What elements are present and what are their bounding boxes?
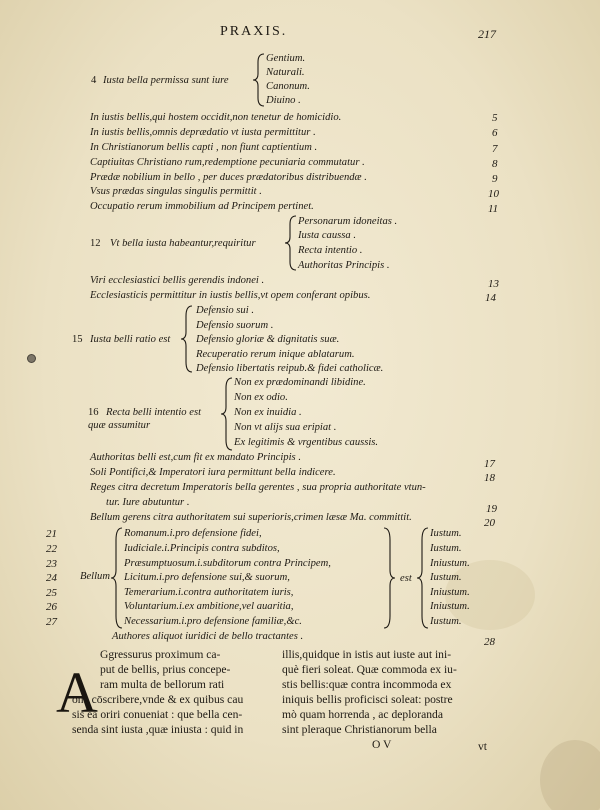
body-line: sis ea oriri conueniat : que bella cen- [72,708,243,721]
line-number: 17 [484,458,495,470]
bellum-result: Iniustum. [430,601,470,612]
running-title: PRAXIS. [220,24,288,39]
brace-section15 [180,304,194,374]
section-number: 16 [88,407,99,418]
line-number: 25 [46,587,57,599]
line-number: 8 [492,158,498,170]
brace-bellum-right [382,526,396,630]
text-line: tur. Iure abutuntur . [106,497,190,508]
text-line: In iustis bellis,qui hostem occidit,non tenetur de homicidio. [90,112,342,123]
bellum-item: Licitum.i.pro defensione sui,& suorum, [124,572,290,583]
body-line: put de bellis, prius concepe- [100,663,231,676]
text-line: Reges citra decretum Imperatoris bella gerentes , sua propria authoritate vtun- [90,482,426,493]
section12-item: Authoritas Principis . [298,260,390,271]
bellum-item: Iudiciale.i.Principis contra subditos, [124,543,280,554]
line-number: 7 [492,143,498,155]
brace-bellum-left [110,526,124,630]
line-number: 13 [488,278,499,290]
section-text: Iusta belli ratio est [90,334,171,345]
text-line: Viri ecclesiastici bellis gerendis indonei . [90,275,265,286]
section-number: 12 [90,238,101,249]
bellum-item: Voluntarium.i.ex ambitione,vel auaritia, [124,601,294,612]
section4-item: Canonum. [266,81,310,92]
bellum-label: Bellum [80,571,111,582]
body-line: sint pleraque Christianorum bella [282,723,437,736]
line-number: 28 [484,636,495,648]
body-line: senda sint iusta ,quæ iniusta : quid in [72,723,244,736]
body-line: mò quam horrenda , ac deploranda [282,708,443,721]
line-number: 10 [488,188,499,200]
section12-item: Personarum idoneitas . [298,216,398,227]
line-number: 11 [488,203,499,215]
bellum-item: Romanum.i.pro defensione fidei, [124,528,262,539]
catchword: vt [478,740,488,753]
bellum-item: Temerarium.i.contra authoritatem iuris, [124,587,294,598]
section15-item: Defensio suorum . [196,320,274,331]
bellum-result: Iustum. [430,528,462,539]
line-number: 5 [492,112,498,124]
brace-section16 [220,376,234,452]
brace-bellum-results [416,526,430,630]
paper-stain [540,740,600,810]
section16-item: Ex legitimis & vrgentibus caussis. [234,437,379,448]
line-number: 6 [492,127,498,139]
text-line: Ecclesiasticis permittitur in iustis bellis,vt opem conferant opibus. [90,290,371,301]
line-number: 27 [46,616,57,628]
bellum-result: Iniustum. [430,558,470,569]
section15-item: Recuperatio rerum inique ablatarum. [196,349,355,360]
line-number: 23 [46,558,57,570]
section-text: Recta belli intentio est [106,407,202,418]
section4-item: Naturali. [266,67,305,78]
bellum-item: Præsumptuosum.i.subditorum contra Principem, [124,558,331,569]
bellum-result: Iustum. [430,572,462,583]
body-line: illis,quidque in istis aut iuste aut ini- [282,648,452,661]
body-line: one cōscribere,vnde & ex quibus cau [72,693,244,706]
bellum-result: Iustum. [430,616,462,627]
section4-item: Diuino . [266,95,301,106]
text-line: Occupatio rerum immobilium ad Principem pertinet. [90,201,314,212]
section12-item: Iusta caussa . [298,230,356,241]
section15-item: Defensio libertatis reipub.& fidei catholicæ. [196,363,384,374]
signature-mark: O V [372,738,392,751]
section-number: 15 [72,334,83,345]
binding-hole [27,354,36,363]
section16-item: Non ex odio. [234,392,288,403]
line-number: 18 [484,472,495,484]
body-line: què fieri soleat. Quæ commoda ex iu- [282,663,457,676]
text-line: Prædæ nobilium in bello , per duces prædatoribus distribuendæ . [90,172,367,183]
section-text: quæ assumitur [88,420,151,431]
brace-section12 [284,214,298,272]
bellum-result: Iustum. [430,543,462,554]
section-text: Iusta bella permissa sunt iure [103,75,229,86]
text-line: Captiuitas Christiano rum,redemptione pecuniaria commutatur . [90,157,365,168]
line-number: 26 [46,601,57,613]
text-line: In iustis bellis,omnis deprædatio vt iusta permittitur . [90,127,316,138]
section15-item: Defensio gloriæ & dignitatis suæ. [196,334,340,345]
text-line: Vsus prædas singulas singulis permittit . [90,186,262,197]
text-line: Authoritas belli est,cum fit ex mandato Principis . [90,452,301,463]
text-line: In Christianorum bellis capti , non fiunt captientium . [90,142,318,153]
text-line: Soli Pontifici,& Imperatori iura permittunt bella indicere. [90,467,336,478]
bellum-verb: est [400,573,412,584]
drop-cap: A [56,660,98,725]
line-number: 24 [46,572,57,584]
section4-item: Gentium. [266,53,306,64]
line-number: 21 [46,528,57,540]
section16-item: Non vt alijs sua eripiat . [234,422,337,433]
section16-item: Non ex prædominandi libidine. [234,377,366,388]
text-line: Authores aliquot iuridici de bello tractantes . [112,631,304,642]
text-line: Bellum gerens citra authoritatem sui superioris,crimen læsæ Ma. committit. [90,512,412,523]
section15-item: Defensio sui . [196,305,254,316]
section-text: Vt bella iusta habeantur,requiritur [110,238,256,249]
section16-item: Non ex inuidia . [234,407,302,418]
section-number: 4 [91,75,97,86]
line-number: 22 [46,543,57,555]
brace-section4 [252,52,266,108]
line-number: 14 [485,292,496,304]
body-line: stis bellis:quæ contra incommoda ex [282,678,452,691]
body-line: ram multa de bellorum rati [100,678,225,691]
section12-item: Recta intentio . [298,245,363,256]
bellum-item: Necessarium.i.pro defensione familiæ,&c. [124,616,302,627]
line-number: 9 [492,173,498,185]
body-line: iniquis bellis proficisci soleat: postre [282,693,453,706]
page-number: 217 [478,27,496,41]
line-number: 19 [486,503,497,515]
body-line: Ggressurus proximum ca- [100,648,221,661]
bellum-result: Iniustum. [430,587,470,598]
line-number: 20 [484,517,495,529]
